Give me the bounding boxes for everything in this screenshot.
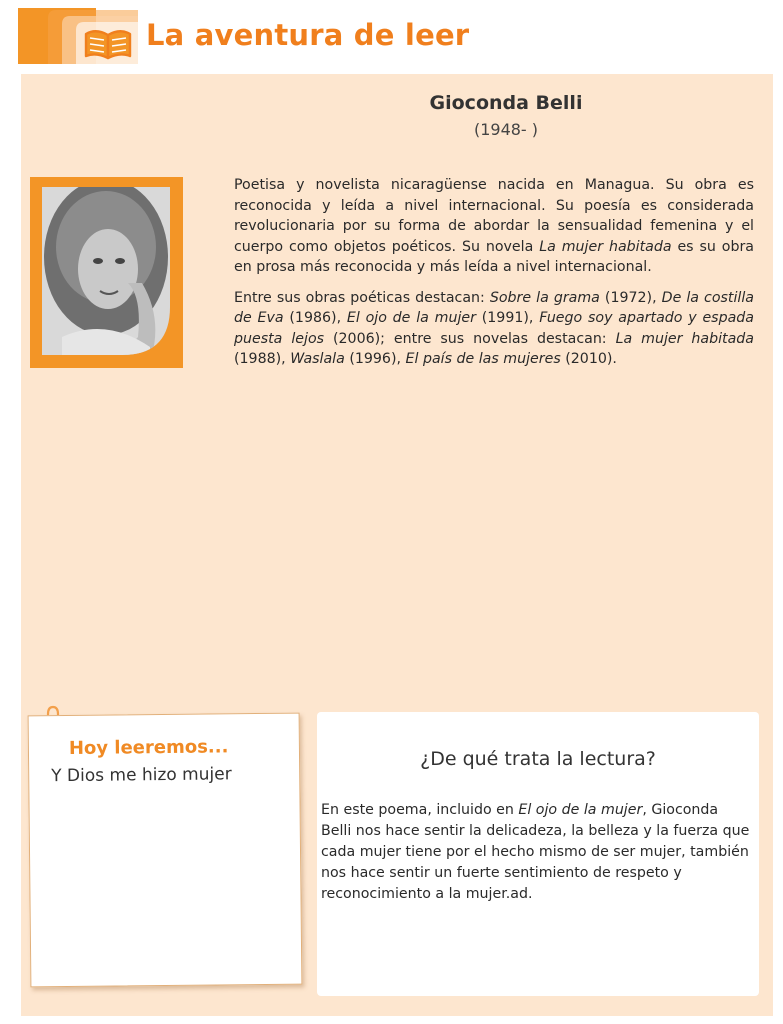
page-title: La aventura de leer — [146, 18, 470, 52]
italic-title: Sobre la grama — [489, 289, 600, 306]
author-years: (1948- ) — [473, 120, 539, 139]
bio-paragraph-1 — [234, 175, 754, 278]
text-run: Poetisa y novelista nicaragüense nacida en Managua. Su obra es reconocida y leída a nivel internacional. Su poesía es considerada revolucionaria por su forma de abordar la sensualidad femenina y el cuerpo como objetos poéticos. Su novela — [234, 177, 754, 255]
reading-title: Y Dios me hizo mujer — [51, 764, 232, 787]
italic-title: La mujer habitada — [539, 238, 672, 255]
reading-note — [28, 713, 303, 988]
note-heading: Hoy leeremos... — [68, 736, 229, 759]
author-photo — [42, 187, 170, 355]
author-photo-frame — [30, 177, 183, 368]
text-run: (1972), — [599, 289, 662, 306]
text-run: (1986), — [283, 310, 347, 326]
text-run: (2006); entre sus novelas destacan: — [324, 330, 616, 347]
italic-title: Waslala — [290, 351, 345, 367]
text-run: , Gioconda Belli nos hace sentir la delicadeza, la belleza y la fuerza que cada mujer tiene por el hecho mismo de ser mujer, también nos hace sentir un fuerte sentimiento de respeto y reconocimiento a la mujer.ad. — [321, 802, 750, 902]
italic-title: La mujer habitada — [615, 330, 754, 347]
summary-title: ¿De qué trata la lectura? — [420, 748, 656, 770]
bio-paragraph-2 — [234, 288, 754, 370]
text-run: (2010). — [560, 351, 617, 367]
text-run: (1996), — [344, 351, 406, 367]
text-run: Entre sus obras poéticas destacan: — [234, 289, 490, 306]
text-run: es su obra en prosa más reconocida y más leída a nivel internacional. — [234, 238, 754, 275]
italic-title: El ojo de la mujer — [346, 310, 476, 326]
italic-title: El ojo de la mujer — [518, 802, 643, 818]
open-book-icon — [18, 8, 138, 66]
text-run: (1991), — [475, 310, 540, 326]
page-header — [18, 6, 778, 66]
text-run: En este poema, incluido en — [321, 802, 519, 818]
author-name: Gioconda Belli — [429, 92, 583, 114]
summary-text — [321, 800, 751, 905]
author-biography — [234, 175, 754, 380]
italic-title: Fuego soy apartado y espada puesta lejos — [234, 310, 754, 347]
content-panel — [21, 74, 773, 1016]
text-run: (1988), — [234, 351, 291, 367]
italic-title: De la costilla de Eva — [234, 289, 754, 326]
italic-title: El país de las mujeres — [405, 351, 561, 367]
reading-summary-card — [317, 712, 759, 996]
